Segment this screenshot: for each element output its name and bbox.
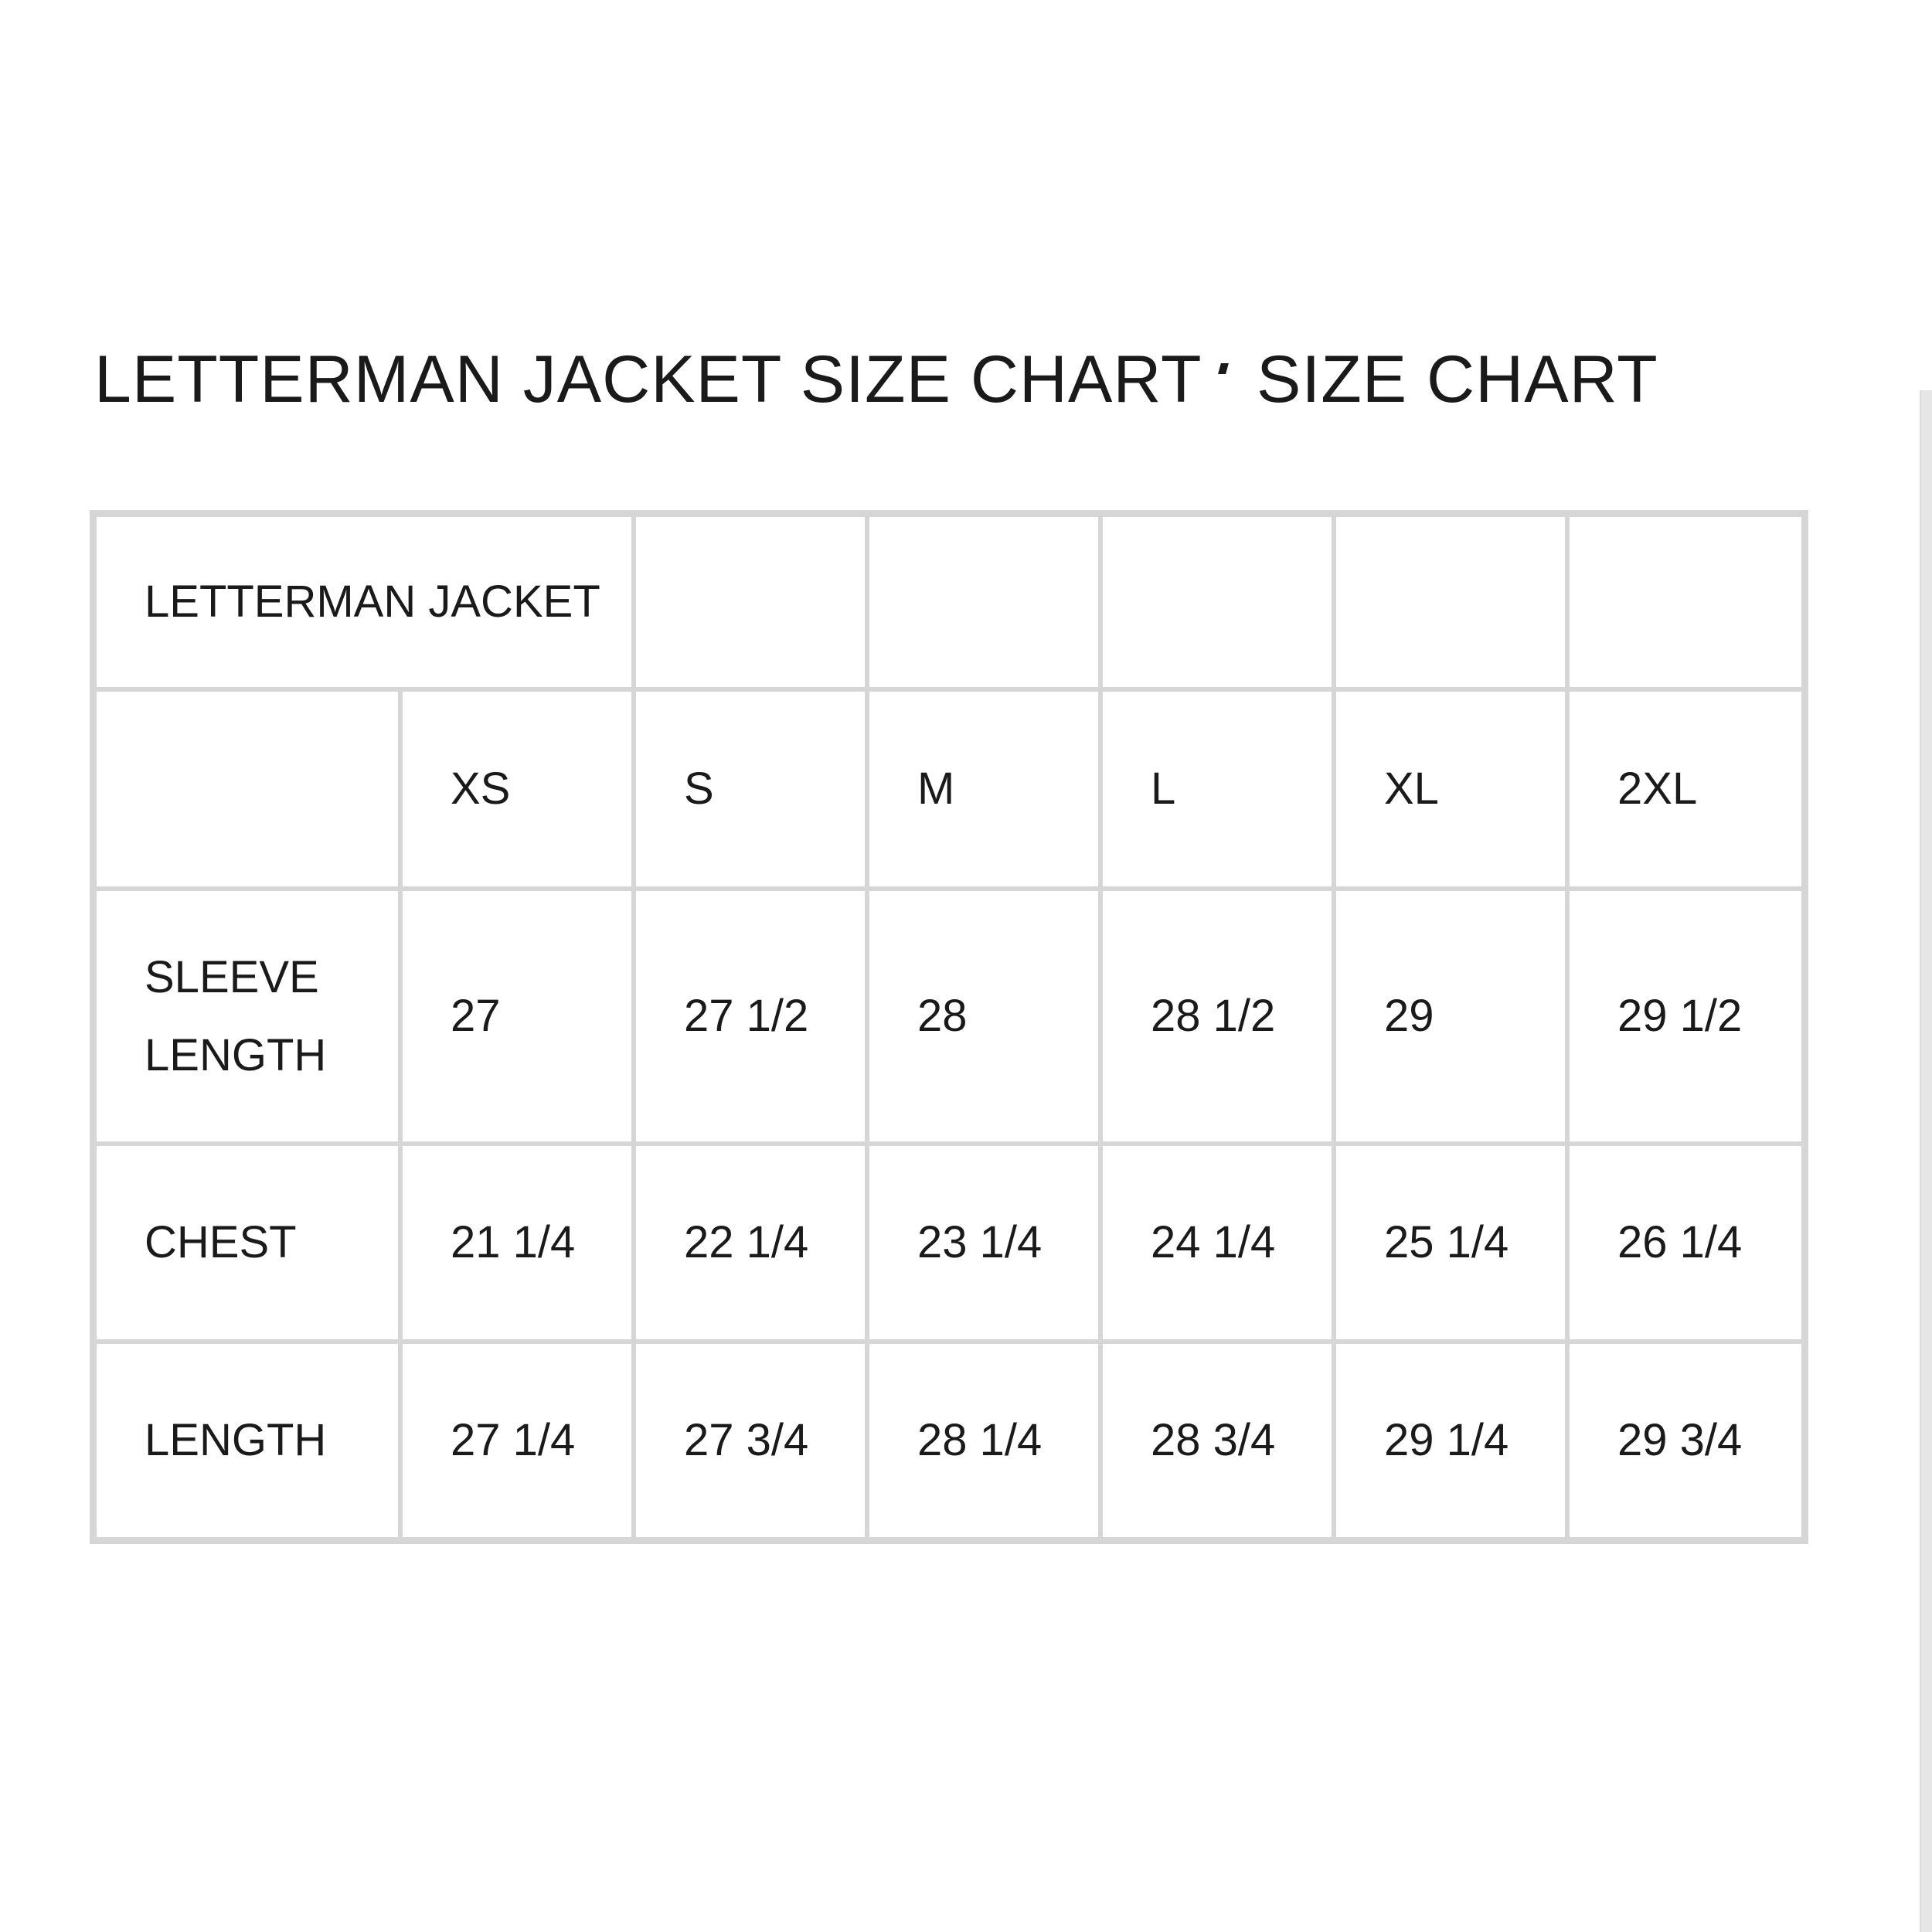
empty-cell	[1100, 515, 1334, 689]
size-header-l: L	[1100, 689, 1334, 889]
page-edge-divider	[1920, 390, 1932, 1932]
empty-cell	[94, 689, 400, 889]
row-label-line: SLEEVE	[145, 951, 319, 1002]
page-title-secondary: SIZE CHART	[1257, 342, 1658, 417]
table-cell: 24 1/4	[1100, 1144, 1334, 1342]
table-cell: 23 1/4	[867, 1144, 1100, 1342]
size-header-m: M	[867, 689, 1100, 889]
table-cell: 28 1/4	[867, 1342, 1100, 1539]
table-cell: 28	[867, 889, 1100, 1144]
empty-cell	[1334, 515, 1567, 689]
size-header-xl: XL	[1334, 689, 1567, 889]
size-header-s: S	[634, 689, 867, 889]
table-cell: 25 1/4	[1334, 1144, 1567, 1342]
table-cell: 28 1/2	[1100, 889, 1334, 1144]
table-cell: 29 1/2	[1567, 889, 1804, 1144]
size-header-xs: XS	[400, 689, 634, 889]
table-cell: 27 1/2	[634, 889, 867, 1144]
table-cell: 29	[1334, 889, 1567, 1144]
table-cell: 21 1/4	[400, 1144, 634, 1342]
table-cell: 29 3/4	[1567, 1342, 1804, 1539]
table-row	[94, 889, 1804, 1144]
table-cell: 28 3/4	[1100, 1342, 1334, 1539]
row-label-sleeve-length	[94, 889, 400, 1144]
row-label-length: LENGTH	[94, 1342, 400, 1539]
empty-cell	[1567, 515, 1804, 689]
size-chart-table	[90, 510, 1808, 1544]
table-row	[94, 1144, 1804, 1342]
table-cell: 29 1/4	[1334, 1342, 1567, 1539]
row-label-line: LENGTH	[145, 1030, 327, 1080]
size-header-row	[94, 689, 1804, 889]
page-title: LETTERMAN JACKET SIZE CHART	[94, 342, 1202, 417]
caption-row	[94, 515, 1804, 689]
title-artifact-mark	[1218, 363, 1229, 374]
empty-cell	[634, 515, 867, 689]
table-cell: 22 1/4	[634, 1144, 867, 1342]
table-cell: 26 1/4	[1567, 1144, 1804, 1342]
table-cell: 27 1/4	[400, 1342, 634, 1539]
table-row	[94, 1342, 1804, 1539]
table-cell: 27	[400, 889, 634, 1144]
table-cell: 27 3/4	[634, 1342, 867, 1539]
empty-cell	[867, 515, 1100, 689]
size-header-2xl: 2XL	[1567, 689, 1804, 889]
table-caption: LETTERMAN JACKET	[94, 515, 634, 689]
row-label-chest: CHEST	[94, 1144, 400, 1342]
